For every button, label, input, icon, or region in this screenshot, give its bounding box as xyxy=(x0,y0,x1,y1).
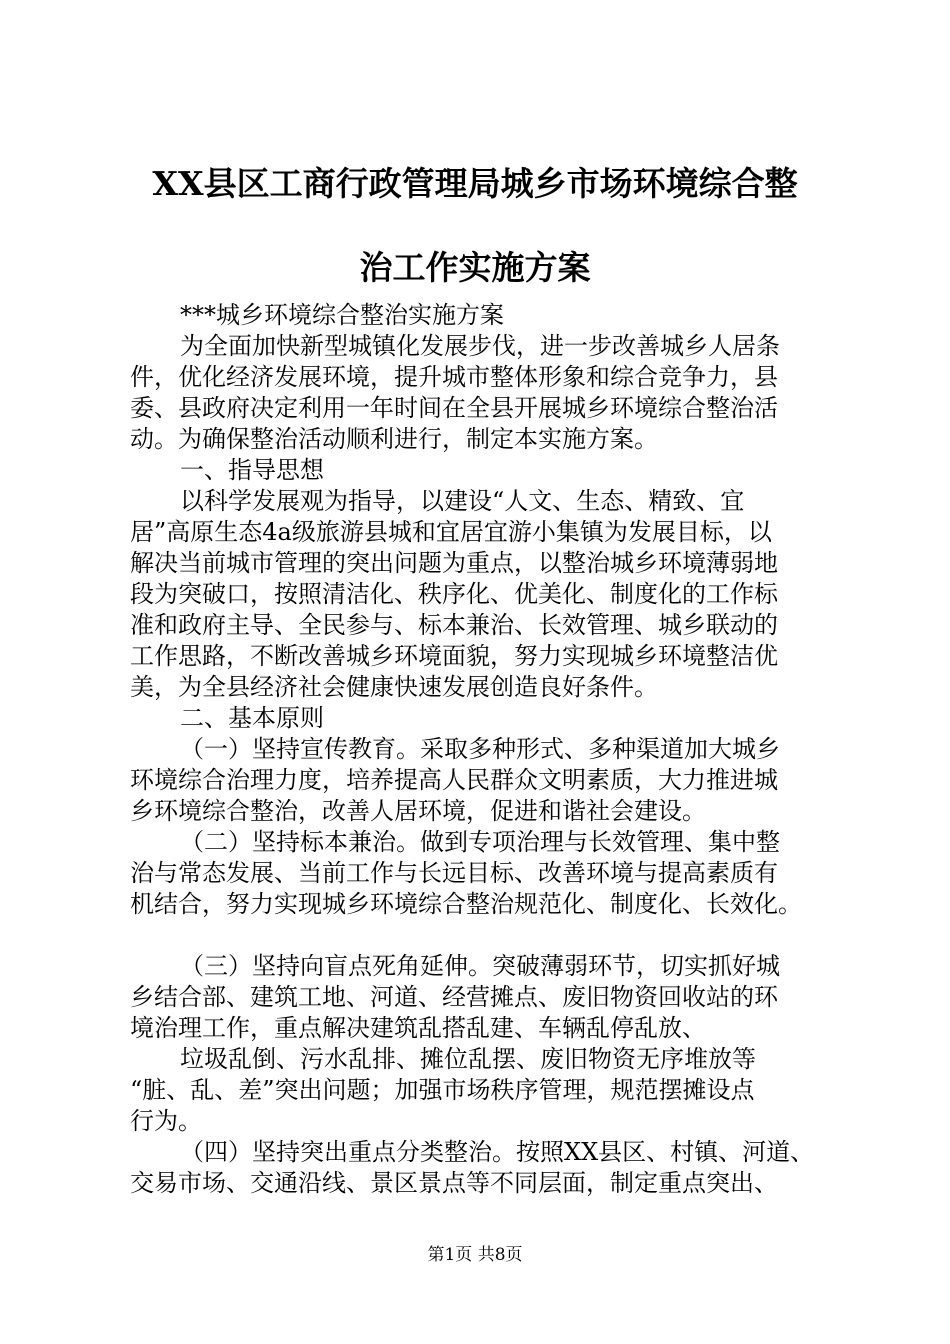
section-heading: 二、基本原则 xyxy=(180,704,324,732)
body-line: （二）坚持标本兼治。做到专项治理与长效管理、集中整 xyxy=(180,828,780,856)
body-line: 垃圾乱倒、污水乱排、摊位乱摆、废旧物资无序堆放等 xyxy=(180,1045,756,1073)
body-line: 工作思路，不断改善城乡环境面貌，努力实现城乡环境整洁优 xyxy=(130,642,778,670)
body-line: “脏、乱、差”突出问题；加强市场秩序管理，规范摆摊设点 xyxy=(130,1076,755,1104)
body-line: ***城乡环境综合整治实施方案 xyxy=(180,301,504,329)
body-line: （三）坚持向盲点死角延伸。突破薄弱环节，切实抓好城 xyxy=(180,952,780,980)
page-footer: 第1页 共8页 xyxy=(427,1245,523,1265)
document-title-line-2: 治工作实施方案 xyxy=(359,248,591,287)
body-line: 解决当前城市管理的突出问题为重点，以整治城乡环境薄弱地 xyxy=(130,549,778,577)
body-line: 段为突破口，按照清洁化、秩序化、优美化、制度化的工作标 xyxy=(130,580,778,608)
body-line: 交易市场、交通沿线、景区景点等不同层面，制定重点突出、 xyxy=(130,1169,778,1197)
body-line: 以科学发展观为指导，以建设“人文、生态、精致、宜 xyxy=(180,487,745,515)
body-line: 准和政府主导、全民参与、标本兼治、长效管理、城乡联动的 xyxy=(130,611,778,639)
body-line: 乡环境综合整治，改善人居环境，促进和谐社会建设。 xyxy=(130,797,706,825)
body-line: 美，为全县经济社会健康快速发展创造良好条件。 xyxy=(130,673,658,701)
body-line: 境治理工作，重点解决建筑乱搭乱建、车辆乱停乱放、 xyxy=(130,1014,706,1042)
body-line: （四）坚持突出重点分类整治。按照XX县区、村镇、河道、 xyxy=(180,1138,815,1166)
body-line: 件，优化经济发展环境，提升城市整体形象和综合竞争力，县 xyxy=(130,363,778,391)
body-line: 居”高原生态4a级旅游县城和宜居宜游小集镇为发展目标，以 xyxy=(130,518,772,546)
body-line: 乡结合部、建筑工地、河道、经营摊点、废旧物资回收站的环 xyxy=(130,983,778,1011)
section-heading: 一、指导思想 xyxy=(180,456,324,484)
body-line: 行为。 xyxy=(130,1107,202,1135)
body-line: 环境综合治理力度，培养提高人民群众文明素质，大力推进城 xyxy=(130,766,778,794)
body-line: 机结合，努力实现城乡环境综合整治规范化、制度化、长效化。 xyxy=(130,890,802,918)
body-line: （一）坚持宣传教育。采取多种形式、多种渠道加大城乡 xyxy=(180,735,780,763)
body-line: 动。为确保整治活动顺利进行，制定本实施方案。 xyxy=(130,425,658,453)
document-title-line-1: XX县区工商行政管理局城乡市场环境综合整 xyxy=(152,164,798,203)
body-line: 委、县政府决定利用一年时间在全县开展城乡环境综合整治活 xyxy=(130,394,778,422)
body-line: 为全面加快新型城镇化发展步伐，进一步改善城乡人居条 xyxy=(180,332,780,360)
body-line: 治与常态发展、当前工作与长远目标、改善环境与提高素质有 xyxy=(130,859,778,887)
